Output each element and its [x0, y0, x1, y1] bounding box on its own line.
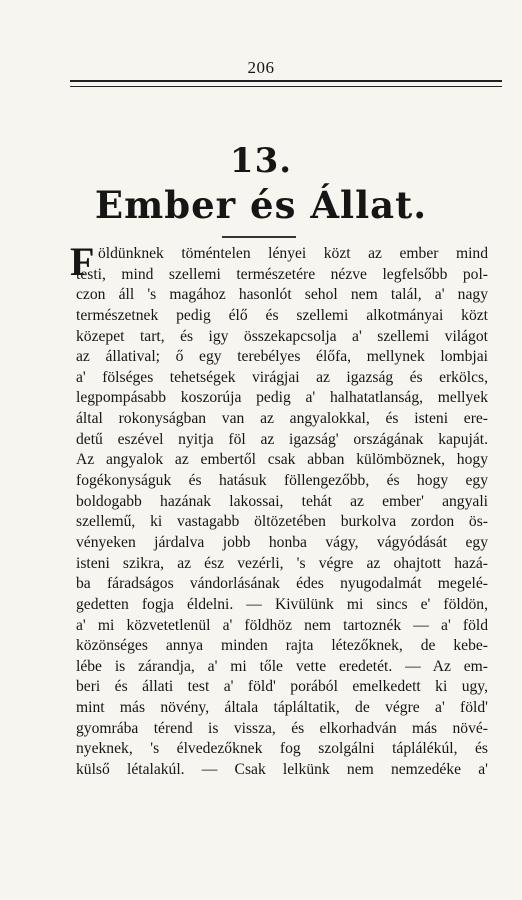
text-line: a' mi közvetetlenül a' földhöz nem tartoznék — a' föld	[76, 616, 488, 634]
text-line: gyomrába térend is vissza, és elkorhadván más növé-	[76, 719, 488, 737]
text-line: legpompásabb koszorúja pedig a' halhatatlanság, mellyek	[76, 389, 488, 407]
text-line: által rokonyságban van az angyalokkal, és isteni ere-	[76, 410, 488, 428]
title-rule	[222, 236, 296, 238]
text-line: fogékonyságuk és hatásuk föllengezőbb, és hogy egy	[76, 472, 488, 490]
chapter-number: 13.	[229, 141, 293, 181]
text-line: vényeken járdalva jobb honba vágy, vágyódását egy	[76, 533, 488, 551]
text-line: természetnek pedig élő és szellemi alkotmányai közt	[76, 306, 488, 324]
page-number: 206	[247, 58, 275, 77]
text-line: Az angyalok az embertől csak abban külömböznek, hogy	[76, 451, 488, 469]
body-text	[70, 239, 488, 781]
text-line: közepet tart, és igy összekapcsolja a' szellemi világot	[76, 327, 488, 345]
text-line: a' fölséges tehetségek virágjai az igazság és erkölcs,	[76, 368, 488, 386]
text-line: testi, mind szellemi természetére nézve legfelsőbb pol-	[76, 265, 488, 283]
text-line: öldünknek töméntelen lényei közt az ember mind	[98, 245, 488, 262]
drop-cap: F	[70, 239, 95, 284]
text-line: isteni szikra, az ész vezérli, 's végre az ohajtott hazá-	[76, 554, 488, 572]
text-line: ba fáradságos vándorlásának édes nyugodalmát megelé-	[76, 575, 488, 593]
text-line: külső létalakúl. — Csak lelkünk nem nemzedéke a'	[76, 761, 488, 779]
text-line: mint más növény, általa tápláltatik, de végre a' föld'	[76, 699, 488, 717]
text-line: nyeknek, 's élvedezőknek fog szolgálni táplálékúl, és	[76, 740, 488, 758]
text-line: lébe is zárandja, a' mi tőle vette eredetét. — Az em-	[76, 657, 488, 675]
text-line: gedetten fogja éldelni. — Kivülünk mi sincs e' földön,	[76, 595, 488, 613]
text-line: az állatival; ő egy terebélyes élőfa, mellynek lombjai	[76, 348, 488, 366]
text-line: szellemű, ki vastagabb öltözetében burkolva zordon ös-	[76, 513, 488, 531]
text-line: czon áll 's magához hasonlót sehol nem talál, a' nagy	[76, 286, 488, 304]
chapter-title: Ember és Állat.	[94, 183, 428, 227]
text-line: boldogabb hazának lakossai, tehát az ember' angyali	[76, 492, 488, 510]
text-line: közönséges annya minden rajta létezőknek, de kebe-	[76, 637, 488, 655]
text-line: beri és állati test a' föld' porából emelkedett ki ugy,	[76, 678, 488, 696]
header-rule	[70, 80, 502, 87]
text-line: detű eszével nyitja föl az igazság' országának kapuját.	[76, 430, 488, 448]
